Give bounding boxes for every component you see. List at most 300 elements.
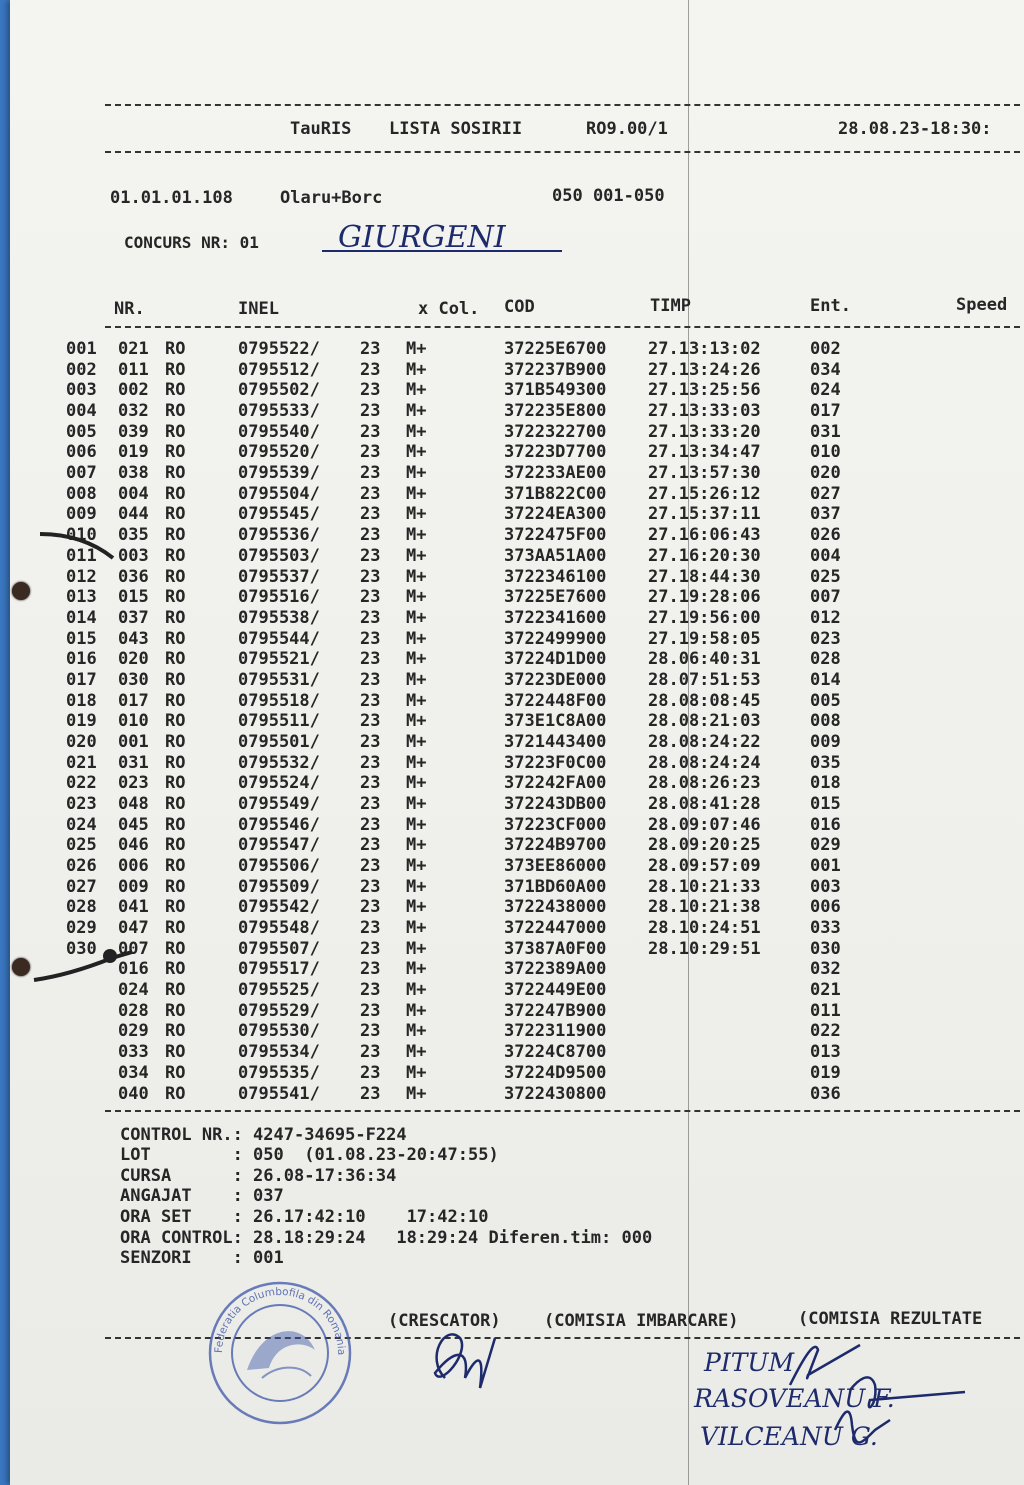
cell-ro: RO <box>165 711 186 732</box>
cell-col: M+ <box>406 1062 427 1083</box>
cursa-info: CURSA : 26.08-17:36:34 <box>120 1166 397 1186</box>
control-number: CONTROL NR.: 4247-34695-F224 <box>120 1125 407 1145</box>
cell-nr: 037 <box>118 607 149 628</box>
cell-cod: 372233AE00 <box>504 463 607 484</box>
stamp-text: Federatia Columbofila din Romania <box>212 1285 348 1356</box>
cell-timp: 28.06:40:31 <box>648 649 761 670</box>
cell-ro: RO <box>165 359 186 380</box>
cell-nr: 034 <box>118 1062 149 1083</box>
cell-col: M+ <box>406 856 427 876</box>
ink-mark <box>32 938 142 988</box>
cell-inel: 0795507/ <box>238 938 320 959</box>
cell-inel: 0795546/ <box>238 814 320 835</box>
cell-cod: 3722341600 <box>504 607 607 628</box>
cell-ent: 036 <box>810 1083 841 1104</box>
cell-ro: RO <box>165 401 186 421</box>
col-header-xcol: x Col. <box>418 299 480 319</box>
cell-pos: 020 <box>66 731 97 752</box>
cell-timp: 27.13:57:30 <box>648 463 761 484</box>
punch-hole <box>12 582 30 600</box>
cell-pos: 009 <box>66 504 97 525</box>
cell-inel: 0795545/ <box>238 504 320 525</box>
crescator-signature <box>415 1318 515 1398</box>
cell-ro: RO <box>165 980 186 1001</box>
cell-cod: 3722438000 <box>504 897 607 918</box>
cell-inel: 0795502/ <box>238 380 320 401</box>
cell-col: M+ <box>406 421 427 442</box>
ring-range: 050 001-050 <box>552 186 665 206</box>
cell-timp: 28.08:08:45 <box>648 690 761 711</box>
cell-col: M+ <box>406 711 427 732</box>
cell-col: M+ <box>406 690 427 711</box>
cell-col: M+ <box>406 339 427 359</box>
cell-timp: 27.16:20:30 <box>648 545 761 566</box>
cell-ent: 002 <box>810 339 841 359</box>
cell-nr: 043 <box>118 628 149 649</box>
cell-timp: 27.18:44:30 <box>648 566 761 587</box>
cell-pos: 013 <box>66 587 97 608</box>
club-code: 01.01.01.108 <box>110 188 233 208</box>
cell-nr: 016 <box>118 959 149 980</box>
cell-col: M+ <box>406 545 427 566</box>
cell-cod: 3722475F00 <box>504 525 607 546</box>
cell-timp: 27.15:37:11 <box>648 504 761 525</box>
cell-timp: 28.08:21:03 <box>648 711 761 732</box>
cell-yr: 23 <box>360 752 381 773</box>
cell-timp: 28.08:26:23 <box>648 773 761 794</box>
cell-inel: 0795503/ <box>238 545 320 566</box>
cell-ro: RO <box>165 835 186 856</box>
cell-yr: 23 <box>360 1062 381 1083</box>
cell-yr: 23 <box>360 876 381 897</box>
cell-timp: 27.19:58:05 <box>648 628 761 649</box>
cell-timp: 28.09:07:46 <box>648 814 761 835</box>
cell-ent: 018 <box>810 773 841 794</box>
cell-timp: 27.15:26:12 <box>648 483 761 504</box>
cell-ent: 017 <box>810 401 841 421</box>
cell-col: M+ <box>406 504 427 525</box>
cell-col: M+ <box>406 731 427 752</box>
cell-cod: 37387A0F00 <box>504 938 607 959</box>
cell-timp: 28.09:20:25 <box>648 835 761 856</box>
cell-ro: RO <box>165 628 186 649</box>
cell-ent: 009 <box>810 731 841 752</box>
cell-yr: 23 <box>360 731 381 752</box>
cell-timp: 27.19:56:00 <box>648 607 761 628</box>
cell-nr: 045 <box>118 814 149 835</box>
cell-yr: 23 <box>360 773 381 794</box>
cell-pos: 029 <box>66 918 97 938</box>
cell-inel: 0795544/ <box>238 628 320 649</box>
cell-ro: RO <box>165 421 186 442</box>
cell-ro: RO <box>165 669 186 690</box>
cell-ent: 026 <box>810 525 841 546</box>
cell-cod: 37224B9700 <box>504 835 607 856</box>
cell-nr: 015 <box>118 587 149 608</box>
cell-col: M+ <box>406 814 427 835</box>
cell-col: M+ <box>406 463 427 484</box>
cell-nr: 032 <box>118 401 149 421</box>
cell-col: M+ <box>406 876 427 897</box>
cell-ro: RO <box>165 752 186 773</box>
cell-col: M+ <box>406 835 427 856</box>
cell-inel: 0795517/ <box>238 959 320 980</box>
cell-col: M+ <box>406 401 427 421</box>
col-header-nr: NR. <box>114 299 145 319</box>
cell-cod: 371B549300 <box>504 380 607 401</box>
cell-ent: 037 <box>810 504 841 525</box>
cell-nr: 003 <box>118 545 149 566</box>
cell-nr: 035 <box>118 525 149 546</box>
contest-place: GIURGENI <box>338 220 506 255</box>
cell-ro: RO <box>165 814 186 835</box>
cell-ro: RO <box>165 463 186 484</box>
cell-nr: 044 <box>118 504 149 525</box>
col-header-ent: Ent. <box>810 296 851 316</box>
cell-ent: 015 <box>810 794 841 814</box>
cell-inel: 0795548/ <box>238 918 320 938</box>
cell-cod: 37224D1D00 <box>504 649 607 670</box>
lot-info: LOT : 050 (01.08.23-20:47:55) <box>120 1145 499 1165</box>
cell-pos: 030 <box>66 938 97 959</box>
cell-cod: 3722389A00 <box>504 959 607 980</box>
col-header-timp: TIMP <box>650 296 691 316</box>
cell-cod: 371BD60A00 <box>504 876 607 897</box>
cell-pos: 023 <box>66 794 97 814</box>
cell-pos: 010 <box>66 525 97 546</box>
cell-cod: 3722346100 <box>504 566 607 587</box>
cell-col: M+ <box>406 959 427 980</box>
cell-yr: 23 <box>360 814 381 835</box>
cell-ro: RO <box>165 794 186 814</box>
cell-col: M+ <box>406 1083 427 1104</box>
ora-control-info: ORA CONTROL: 28.18:29:24 18:29:24 Diferen.tim: 000 <box>120 1228 653 1248</box>
col-header-inel: INEL <box>238 299 279 319</box>
cell-cod: 37225E7600 <box>504 587 607 608</box>
cell-yr: 23 <box>360 421 381 442</box>
cell-ent: 010 <box>810 442 841 463</box>
cell-ent: 035 <box>810 752 841 773</box>
cell-yr: 23 <box>360 339 381 359</box>
cell-yr: 23 <box>360 483 381 504</box>
cell-ro: RO <box>165 938 186 959</box>
cell-timp: 27.13:13:02 <box>648 339 761 359</box>
cell-ro: RO <box>165 773 186 794</box>
cell-timp: 28.10:24:51 <box>648 918 761 938</box>
cell-pos: 014 <box>66 607 97 628</box>
cell-yr: 23 <box>360 959 381 980</box>
cell-cod: 37223CF000 <box>504 814 607 835</box>
handwritten-underline <box>322 250 562 252</box>
cell-yr: 23 <box>360 607 381 628</box>
cell-nr: 006 <box>118 856 149 876</box>
cell-inel: 0795533/ <box>238 401 320 421</box>
cell-timp: 28.09:57:09 <box>648 856 761 876</box>
cell-cod: 3722447000 <box>504 918 607 938</box>
cell-ro: RO <box>165 380 186 401</box>
cell-pos: 021 <box>66 752 97 773</box>
cell-cod: 3722499900 <box>504 628 607 649</box>
senzori-info: SENZORI : 001 <box>120 1248 284 1268</box>
cell-inel: 0795525/ <box>238 980 320 1001</box>
version: RO9.00/1 <box>586 119 668 139</box>
cell-timp: 27.13:34:47 <box>648 442 761 463</box>
cell-ro: RO <box>165 545 186 566</box>
cell-ro: RO <box>165 339 186 359</box>
col-header-speed: Speed <box>956 295 1008 315</box>
ink-mark <box>38 528 128 568</box>
cell-inel: 0795529/ <box>238 1000 320 1021</box>
cell-col: M+ <box>406 442 427 463</box>
cell-col: M+ <box>406 607 427 628</box>
cell-ent: 003 <box>810 876 841 897</box>
handwritten-name-1: PITUM <box>704 1348 795 1377</box>
cell-ro: RO <box>165 442 186 463</box>
cell-timp: 27.19:28:06 <box>648 587 761 608</box>
cell-col: M+ <box>406 752 427 773</box>
cell-yr: 23 <box>360 566 381 587</box>
cell-pos: 001 <box>66 339 97 359</box>
cell-ro: RO <box>165 690 186 711</box>
cell-cod: 37223D7700 <box>504 442 607 463</box>
cell-timp: 27.13:24:26 <box>648 359 761 380</box>
cell-ro: RO <box>165 587 186 608</box>
cell-inel: 0795537/ <box>238 566 320 587</box>
cell-cod: 3721443400 <box>504 731 607 752</box>
cell-nr: 028 <box>118 1000 149 1021</box>
cell-ent: 016 <box>810 814 841 835</box>
cell-nr: 029 <box>118 1021 149 1042</box>
cell-yr: 23 <box>360 442 381 463</box>
cell-pos: 024 <box>66 814 97 835</box>
cell-pos: 006 <box>66 442 97 463</box>
cell-nr: 036 <box>118 566 149 587</box>
cell-ent: 008 <box>810 711 841 732</box>
cell-cod: 37223DE000 <box>504 669 607 690</box>
cell-inel: 0795547/ <box>238 835 320 856</box>
cell-cod: 3722322700 <box>504 421 607 442</box>
cell-timp: 27.13:33:03 <box>648 401 761 421</box>
cell-ent: 023 <box>810 628 841 649</box>
cell-yr: 23 <box>360 980 381 1001</box>
cell-col: M+ <box>406 897 427 918</box>
cell-nr: 004 <box>118 483 149 504</box>
cell-yr: 23 <box>360 1021 381 1042</box>
cell-cod: 373EE86000 <box>504 856 607 876</box>
cell-inel: 0795540/ <box>238 421 320 442</box>
cell-inel: 0795531/ <box>238 669 320 690</box>
cell-pos: 011 <box>66 545 97 566</box>
cell-ent: 033 <box>810 918 841 938</box>
cell-timp: 27.16:06:43 <box>648 525 761 546</box>
cell-yr: 23 <box>360 1042 381 1063</box>
cell-nr: 038 <box>118 463 149 484</box>
cell-nr: 019 <box>118 442 149 463</box>
document-page <box>10 0 1024 1485</box>
cell-inel: 0795512/ <box>238 359 320 380</box>
cell-inel: 0795542/ <box>238 897 320 918</box>
cell-ro: RO <box>165 1021 186 1042</box>
ora-set-info: ORA SET : 26.17:42:10 17:42:10 <box>120 1207 489 1227</box>
cell-ro: RO <box>165 1042 186 1063</box>
cell-inel: 0795532/ <box>238 752 320 773</box>
cell-inel: 0795534/ <box>238 1042 320 1063</box>
cell-cod: 37224D9500 <box>504 1062 607 1083</box>
cell-ent: 005 <box>810 690 841 711</box>
cell-nr: 040 <box>118 1083 149 1104</box>
cell-cod: 3722449E00 <box>504 980 607 1001</box>
cell-col: M+ <box>406 525 427 546</box>
cell-yr: 23 <box>360 587 381 608</box>
cell-nr: 041 <box>118 897 149 918</box>
cell-inel: 0795504/ <box>238 483 320 504</box>
cell-ent: 001 <box>810 856 841 876</box>
cell-timp: 27.13:33:20 <box>648 421 761 442</box>
cell-nr: 011 <box>118 359 149 380</box>
signature-label-crescator: (CRESCATOR) <box>388 1311 501 1331</box>
contest-label: CONCURS NR: 01 <box>124 233 259 252</box>
cell-yr: 23 <box>360 794 381 814</box>
cell-pos: 018 <box>66 690 97 711</box>
cell-inel: 0795509/ <box>238 876 320 897</box>
cell-col: M+ <box>406 1021 427 1042</box>
divider <box>105 326 1020 328</box>
cell-ro: RO <box>165 959 186 980</box>
cell-pos: 019 <box>66 711 97 732</box>
cell-nr: 009 <box>118 876 149 897</box>
cell-yr: 23 <box>360 401 381 421</box>
cell-col: M+ <box>406 918 427 938</box>
cell-inel: 0795506/ <box>238 856 320 876</box>
program-name: TauRIS <box>290 119 352 139</box>
cell-yr: 23 <box>360 856 381 876</box>
cell-ent: 025 <box>810 566 841 587</box>
cell-ent: 019 <box>810 1062 841 1083</box>
cell-pos: 007 <box>66 463 97 484</box>
cell-ent: 020 <box>810 463 841 484</box>
cell-nr: 021 <box>118 339 149 359</box>
col-header-cod: COD <box>504 297 535 317</box>
cell-ro: RO <box>165 566 186 587</box>
cell-cod: 37224EA300 <box>504 504 607 525</box>
cell-cod: 373E1C8A00 <box>504 711 607 732</box>
cell-col: M+ <box>406 669 427 690</box>
cell-yr: 23 <box>360 897 381 918</box>
cell-col: M+ <box>406 980 427 1001</box>
cell-ent: 014 <box>810 669 841 690</box>
cell-ro: RO <box>165 649 186 670</box>
cell-cod: 372237B900 <box>504 359 607 380</box>
cell-pos: 016 <box>66 649 97 670</box>
cell-inel: 0795536/ <box>238 525 320 546</box>
cell-cod: 37225E6700 <box>504 339 607 359</box>
cell-nr: 001 <box>118 731 149 752</box>
cell-nr: 033 <box>118 1042 149 1063</box>
cell-inel: 0795521/ <box>238 649 320 670</box>
cell-inel: 0795524/ <box>238 773 320 794</box>
cell-nr: 020 <box>118 649 149 670</box>
cell-timp: 28.08:24:24 <box>648 752 761 773</box>
cell-ro: RO <box>165 504 186 525</box>
cell-pos: 002 <box>66 359 97 380</box>
cell-pos: 027 <box>66 876 97 897</box>
cell-yr: 23 <box>360 938 381 959</box>
cell-ent: 024 <box>810 380 841 401</box>
cell-yr: 23 <box>360 1000 381 1021</box>
cell-inel: 0795520/ <box>238 442 320 463</box>
cell-ro: RO <box>165 1062 186 1083</box>
cell-nr: 048 <box>118 794 149 814</box>
cell-nr: 024 <box>118 980 149 1001</box>
handwritten-name-3: VILCEANU G. <box>700 1422 878 1451</box>
cell-inel: 0795518/ <box>238 690 320 711</box>
angajat-info: ANGAJAT : 037 <box>120 1186 284 1206</box>
cell-ent: 021 <box>810 980 841 1001</box>
cell-pos: 022 <box>66 773 97 794</box>
cell-nr: 007 <box>118 938 149 959</box>
page-title: LISTA SOSIRII <box>389 119 523 139</box>
cell-nr: 047 <box>118 918 149 938</box>
cell-yr: 23 <box>360 690 381 711</box>
cell-cod: 3722311900 <box>504 1021 607 1042</box>
cell-yr: 23 <box>360 380 381 401</box>
divider <box>105 1110 1020 1112</box>
cell-ro: RO <box>165 525 186 546</box>
cell-nr: 039 <box>118 421 149 442</box>
cell-cod: 37223F0C00 <box>504 752 607 773</box>
divider <box>105 104 1020 106</box>
handwritten-name-2: RASOVEANU F. <box>694 1384 895 1413</box>
cell-yr: 23 <box>360 1083 381 1104</box>
cell-timp: 28.08:41:28 <box>648 794 761 814</box>
cell-yr: 23 <box>360 359 381 380</box>
cell-yr: 23 <box>360 504 381 525</box>
cell-nr: 002 <box>118 380 149 401</box>
cell-pos: 028 <box>66 897 97 918</box>
cell-yr: 23 <box>360 835 381 856</box>
cell-inel: 0795522/ <box>238 339 320 359</box>
cell-ent: 006 <box>810 897 841 918</box>
cell-nr: 023 <box>118 773 149 794</box>
cell-nr: 046 <box>118 835 149 856</box>
cell-ent: 022 <box>810 1021 841 1042</box>
cell-inel: 0795530/ <box>238 1021 320 1042</box>
cell-ent: 007 <box>810 587 841 608</box>
cell-yr: 23 <box>360 545 381 566</box>
cell-ro: RO <box>165 483 186 504</box>
divider <box>105 151 1020 153</box>
committee-signatures <box>780 1330 980 1480</box>
punch-hole <box>12 958 30 976</box>
cell-cod: 3722430800 <box>504 1083 607 1104</box>
cell-ro: RO <box>165 607 186 628</box>
cell-ent: 029 <box>810 835 841 856</box>
cell-pos: 005 <box>66 421 97 442</box>
cell-ro: RO <box>165 731 186 752</box>
cell-inel: 0795501/ <box>238 731 320 752</box>
cell-pos: 003 <box>66 380 97 401</box>
cell-yr: 23 <box>360 649 381 670</box>
cell-ro: RO <box>165 897 186 918</box>
cell-timp: 27.13:25:56 <box>648 380 761 401</box>
cell-yr: 23 <box>360 711 381 732</box>
cell-ro: RO <box>165 856 186 876</box>
cell-inel: 0795541/ <box>238 1083 320 1104</box>
cell-inel: 0795539/ <box>238 463 320 484</box>
cell-ent: 032 <box>810 959 841 980</box>
cell-cod: 372242FA00 <box>504 773 607 794</box>
cell-ent: 031 <box>810 421 841 442</box>
